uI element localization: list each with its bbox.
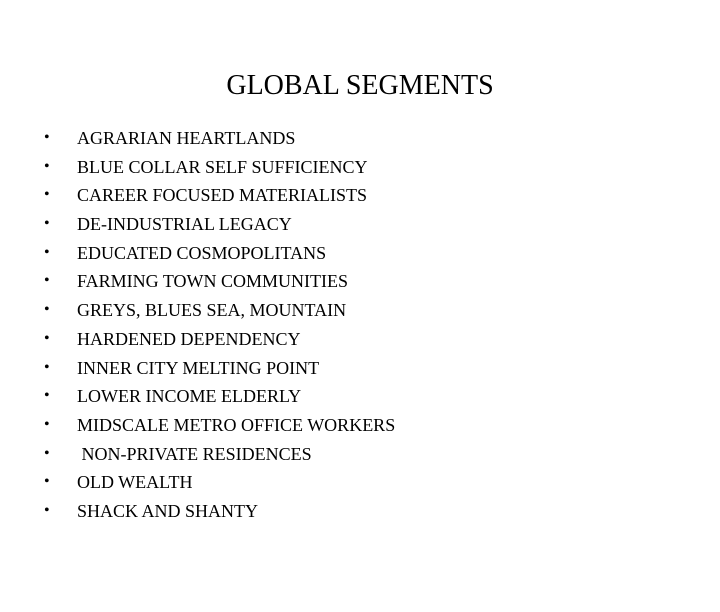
segment-label: NON-PRIVATE RESIDENCES [77,443,312,464]
bullet-icon: • [44,157,50,175]
segment-label: DE-INDUSTRIAL LEGACY [77,214,292,235]
list-item [44,296,347,325]
list-item [44,153,368,182]
list-item [44,440,312,469]
segment-label: EDUCATED COSMOPOLITANS [77,242,327,263]
list-item [44,210,292,239]
list-item [44,181,368,210]
segment-label: CAREER FOCUSED MATERIALISTS [77,185,368,206]
segment-label: LOWER INCOME ELDERLY [77,386,302,407]
segment-label: AGRARIAN HEARTLANDS [77,128,296,148]
bullet-icon: • [44,501,50,519]
segment-label: BLUE COLLAR SELF SUFFICIENCY [77,156,368,177]
bullet-icon: • [44,243,50,261]
bullet-icon: • [44,387,50,405]
list-item [44,411,396,440]
segment-list [44,124,396,526]
list-item [44,382,302,411]
bullet-icon: • [44,473,50,491]
list-item [44,497,259,526]
bullet-icon: • [44,358,50,376]
segment-label: MIDSCALE METRO OFFICE WORKERS [77,414,396,435]
list-item [44,124,296,153]
bullet-icon: • [44,444,50,462]
list-item [44,267,349,296]
list-item [44,325,301,354]
segment-label: HARDENED DEPENDENCY [77,328,301,349]
bullet-icon: • [44,186,50,204]
bullet-icon: • [44,301,50,319]
list-item [44,354,320,383]
segment-label: GREYS, BLUES SEA, MOUNTAIN [77,300,347,321]
list-item [44,468,193,497]
list-item [44,239,327,268]
bullet-icon: • [44,215,50,233]
bullet-icon: • [44,329,50,347]
bullet-icon: • [44,129,50,146]
segment-label: SHACK AND SHANTY [77,500,259,521]
segment-label: FARMING TOWN COMMUNITIES [77,271,349,292]
segment-label: OLD WEALTH [77,472,193,493]
segment-label: INNER CITY MELTING POINT [77,357,320,378]
bullet-icon: • [44,272,50,290]
slide-title-container [0,68,720,104]
slide-title: GLOBAL SEGMENTS [226,70,494,101]
bullet-icon: • [44,415,50,433]
